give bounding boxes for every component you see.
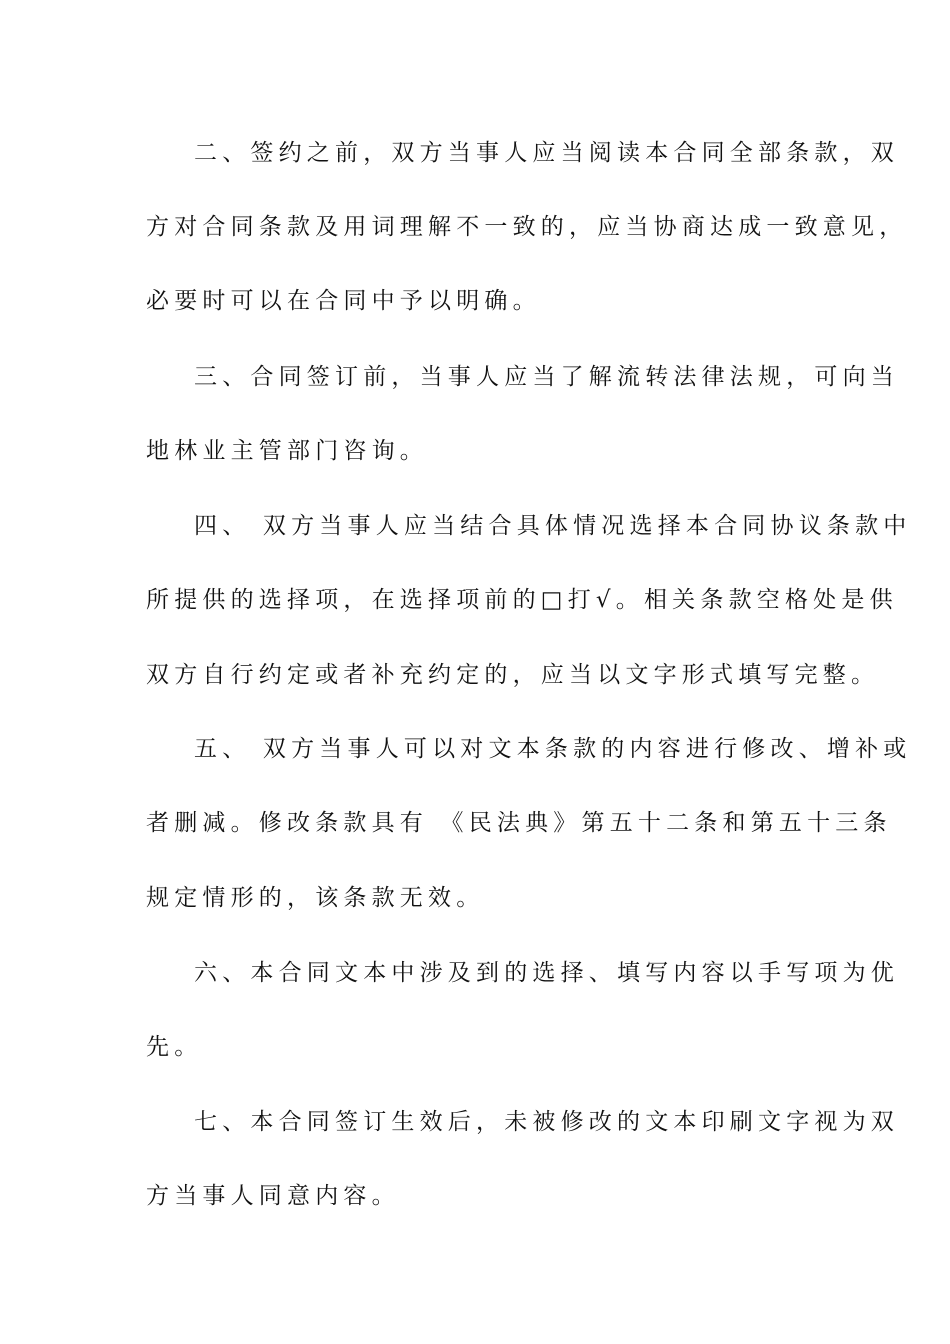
clause-2-line-3: 必要时可以在合同中予以明确。 (146, 288, 541, 314)
clause-7-line-1: 七、本合同签订生效后，未被修改的文本印刷文字视为双 (194, 1109, 899, 1135)
clause-5-line-1: 五、 双方当事人可以对文本条款的内容进行修改、增补或 (194, 736, 912, 762)
clause-6-line-2: 先。 (146, 1034, 203, 1060)
clause-4-line-3: 双方自行约定或者补充约定的，应当以文字形式填写完整。 (146, 662, 880, 688)
clause-3-line-1: 三、合同签订前，当事人应当了解流转法律法规，可向当 (194, 364, 899, 390)
clause-2-line-1: 二、签约之前，双方当事人应当阅读本合同全部条款，双 (194, 140, 899, 166)
clause-4-line-2: 所提供的选择项，在选择项前的□打√。相关条款空格处是供 (146, 587, 898, 613)
clause-2-line-2: 方对合同条款及用词理解不一致的，应当协商达成一致意见， (146, 214, 908, 240)
clause-7-line-2: 方当事人同意内容。 (146, 1183, 400, 1209)
clause-4-line-1: 四、 双方当事人应当结合具体情况选择本合同协议条款中 (194, 513, 912, 539)
clause-6-line-1: 六、本合同文本中涉及到的选择、填写内容以手写项为优 (194, 960, 899, 986)
clause-5-line-2: 者删减。修改条款具有 《民法典》第五十二条和第五十三条 (146, 810, 892, 836)
clause-3-line-2: 地林业主管部门咨询。 (146, 438, 428, 464)
clause-5-line-3: 规定情形的，该条款无效。 (146, 885, 485, 911)
